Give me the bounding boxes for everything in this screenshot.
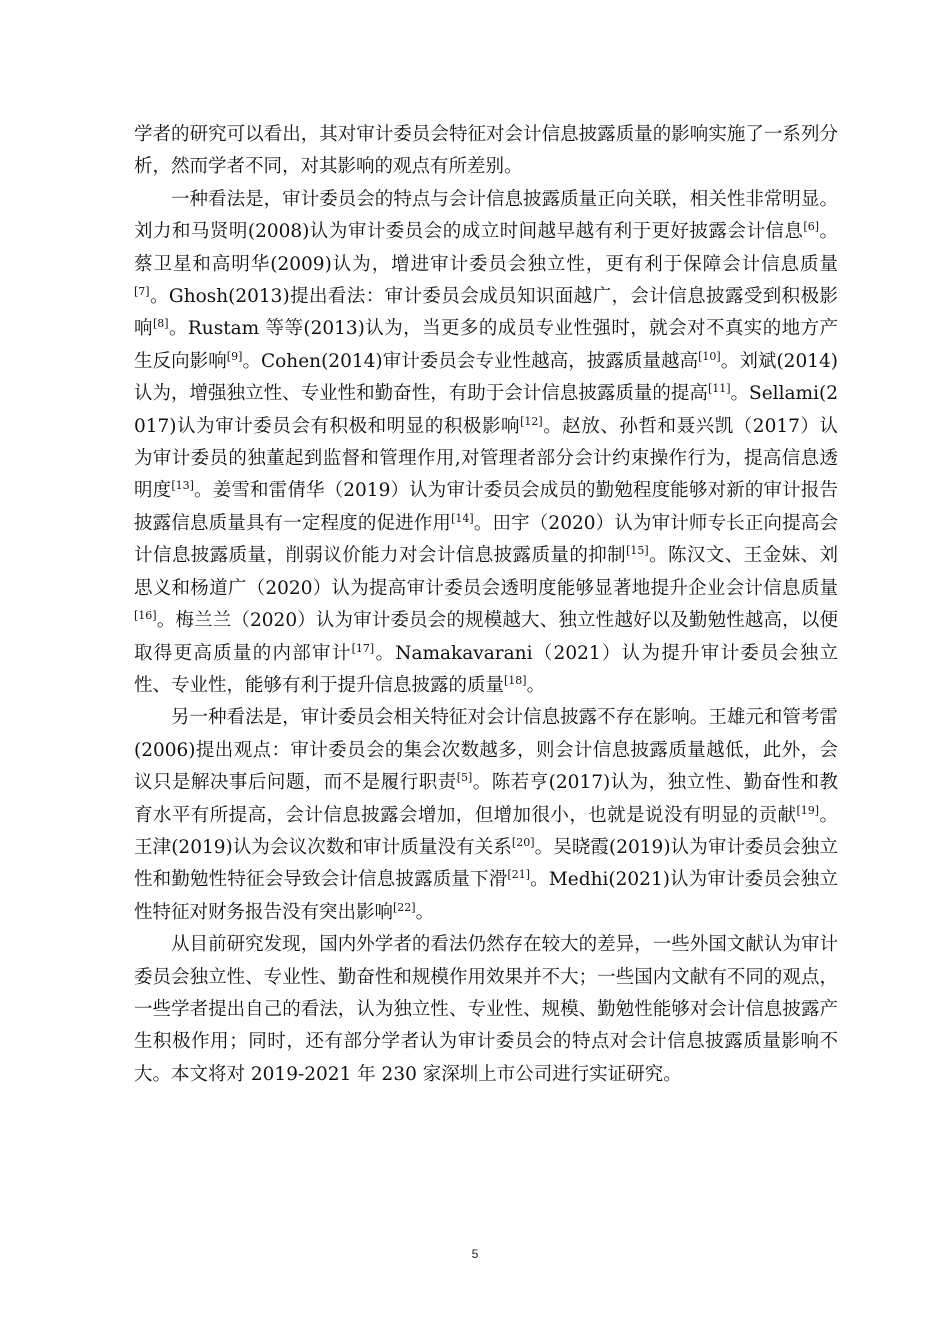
citation-marker: [10] (698, 349, 721, 363)
paragraph-text-segment: 。Rustam 等等(2013)认为，当更多的成员专业性强时，就会对不真实的地方产生反向影响 (134, 318, 838, 372)
paragraph-text-segment: 另一种看法是，审计委员会相关特征对会计信息披露不存在影响。王雄元和管考雷(2006)提出观点：审计委员会的集会次数越多，则会计信息披露质量越低，此外，会议只是解决事后问题，而不是履行职责 (134, 707, 838, 794)
paragraph-text-segment: 。吴晓霞(2019)认为审计委员会独立性和勤勉性特征会导致会计信息披露质量下滑 (134, 836, 838, 891)
paragraph-1 (134, 119, 838, 184)
paragraph-text-segment: 。陈若亨(2017)认为，独立性、勤奋性和教育水平有所提高，会计信息披露会增加，但增加很小，也就是说没有明显的贡献 (134, 772, 838, 826)
paragraph-4 (134, 929, 838, 1091)
paragraph-text-segment: 。Sellami(2017)认为审计委员会有积极和明显的积极影响 (134, 383, 838, 437)
citation-marker: [17] (351, 641, 375, 655)
citation-marker: [11] (707, 382, 731, 396)
citation-marker: [5] (456, 770, 473, 784)
citation-marker: [20] (511, 835, 535, 849)
paragraph-text-segment: 。Medhi(2021)认为审计委员会独立性特征对财务报告没有突出影响 (134, 869, 838, 923)
citation-marker: [13] (171, 479, 194, 493)
citation-marker: [15] (626, 544, 649, 558)
paragraph-text-segment: 。陈汉文、王金妹、刘思义和杨道广（2020）认为提高审计委员会透明度能够显著地提升企业会计信息质量 (134, 545, 838, 599)
paragraph-text-segment: 。蔡卫星和高明华(2009)认为，增进审计委员会独立性，更有利于保障会计信息质量 (134, 221, 838, 275)
citation-marker: [18] (504, 673, 527, 687)
paragraph-text-segment: 。梅兰兰（2020）认为审计委员会的规模越大、独立性越好以及勤勉性越高，以便取得更高质量的内部审计 (134, 610, 838, 664)
paragraph-text-segment: 。田宇（2020）认为审计师专长正向提高会计信息披露质量，削弱议价能力对会计信息披露质量的抑制 (134, 512, 838, 567)
paragraph-text-segment: 。姜雪和雷倩华（2019）认为审计委员会成员的勤勉程度能够对新的审计报告披露信息质量具有一定程度的促进作用 (134, 480, 838, 534)
paragraph-text-segment: 。赵放、孙哲和聂兴凯（2017）认为审计委员的独董起到监督和管理作用,对管理者部分会计约束操作行为，提高信息透明度 (134, 415, 838, 502)
paragraph-text-segment: 。Namakavarani（2021）认为提升审计委员会独立性、专业性，能够有利于提升信息披露的质量 (134, 642, 838, 696)
paragraph-text-segment: 学者的研究可以看出，其对审计委员会特征对会计信息披露质量的影响实施了一系列分析，然而学者不同，对其影响的观点有所差别。 (134, 124, 838, 178)
paragraph-text-segment: 。Ghosh(2013)提出看法：审计委员会成员知识面越广，会计信息披露受到积极影响 (134, 286, 838, 340)
paragraph-2 (134, 184, 838, 703)
paragraph-3 (134, 702, 838, 929)
paragraph-text-segment: 。 (526, 674, 546, 696)
paragraph-text-segment: 。刘斌(2014)认为，增强独立性、专业性和勤奋性，有助于会计信息披露质量的提高 (134, 350, 838, 405)
citation-marker: [9] (226, 349, 243, 363)
citation-marker: [12] (520, 414, 543, 428)
paragraph-text-segment: 从目前研究发现，国内外学者的看法仍然存在较大的差异，一些外国文献认为审计委员会独立性、专业性、勤奋性和规模作用效果并不大；一些国内文献有不同的观点，一些学者提出自己的看法，认为独立性、专业性、规模、勤勉性能够对会计信息披露产生积极作用；同时，还有部分学者认为审计委员会的特点对会计信息披露质量影响不大。本文将对 2019-2021 年 230 家深圳上市公司进行实证研究。 (134, 934, 838, 1085)
paragraph-text-segment: 。王津(2019)认为会议次数和审计质量没有关系 (134, 804, 838, 858)
citation-marker: [14] (451, 511, 474, 525)
citation-marker: [21] (507, 868, 531, 882)
paragraph-text-segment: 一种看法是，审计委员会的特点与会计信息披露质量正向关联，相关性非常明显。刘力和马贤明(2008)认为审计委员会的成立时间越早越有利于更好披露会计信息 (134, 188, 838, 243)
paragraph-text-segment: 。Cohen(2014)审计委员会专业性越高，披露质量越高 (242, 350, 699, 372)
citation-marker: [22] (393, 900, 416, 914)
citation-marker: [7] (134, 284, 150, 298)
page-number: 5 (471, 1247, 479, 1261)
citation-marker: [19] (796, 803, 820, 817)
citation-marker: [6] (803, 220, 819, 234)
page-body (134, 119, 838, 1091)
citation-marker: [16] (134, 608, 157, 622)
citation-marker: [8] (152, 317, 169, 331)
paragraph-text-segment: 。 (415, 901, 435, 923)
